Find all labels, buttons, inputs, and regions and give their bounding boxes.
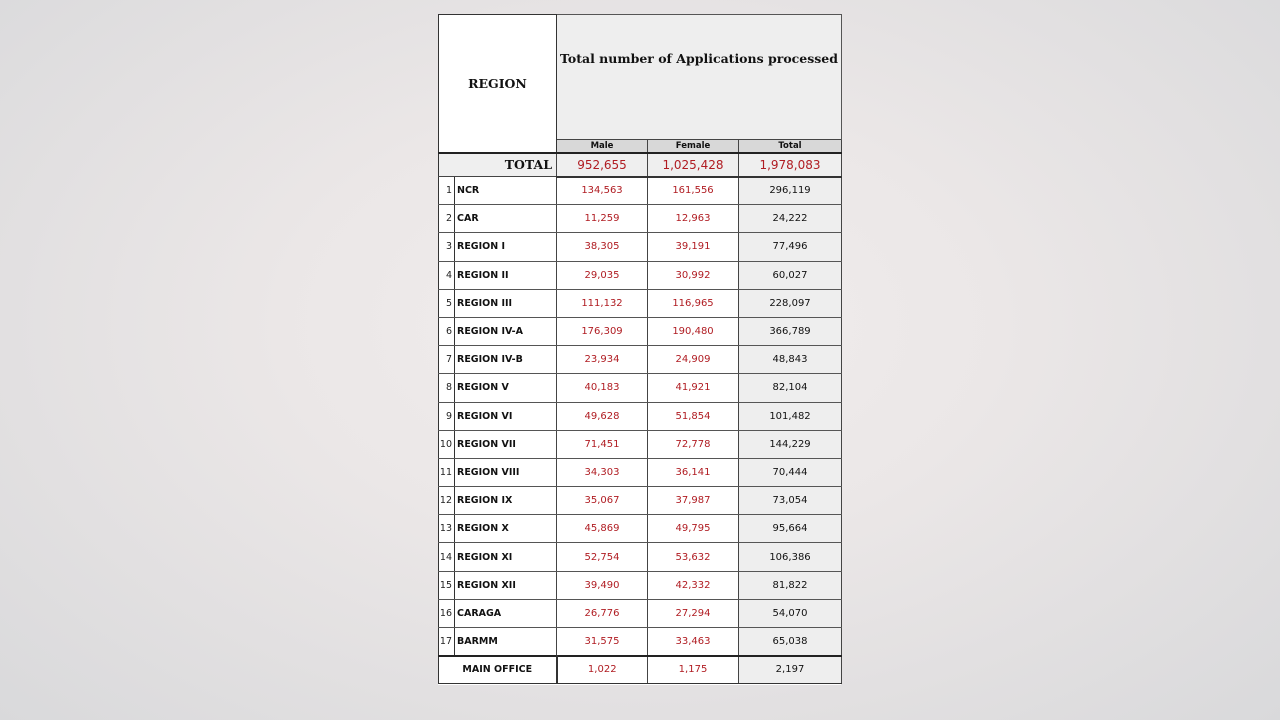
total-count: 95,664: [739, 515, 842, 543]
row-number: 15: [439, 571, 455, 599]
female-count: 30,992: [648, 261, 739, 289]
female-count: 37,987: [648, 487, 739, 515]
female-count: 42,332: [648, 571, 739, 599]
female-count: 72,778: [648, 430, 739, 458]
region-name: REGION VI: [455, 402, 557, 430]
male-count: 39,490: [557, 571, 648, 599]
region-name: REGION III: [455, 289, 557, 317]
row-number: 17: [439, 628, 455, 656]
female-count: 39,191: [648, 233, 739, 261]
region-name: REGION XI: [455, 543, 557, 571]
main-office-label: MAIN OFFICE: [439, 656, 557, 684]
applications-table-sheet: [438, 14, 841, 685]
region-name: CAR: [455, 205, 557, 233]
region-name: REGION VII: [455, 430, 557, 458]
main-office-female: 1,175: [648, 656, 739, 684]
column-header-female: Female: [648, 140, 739, 153]
male-count: 11,259: [557, 205, 648, 233]
total-count: 73,054: [739, 487, 842, 515]
region-name: REGION II: [455, 261, 557, 289]
region-name: BARMM: [455, 628, 557, 656]
row-number: 6: [439, 317, 455, 345]
female-count: 51,854: [648, 402, 739, 430]
male-count: 111,132: [557, 289, 648, 317]
table-title: Total number of Applications processed: [557, 15, 842, 140]
female-count: 116,965: [648, 289, 739, 317]
row-number: 1: [439, 177, 455, 205]
table-row: [439, 233, 842, 261]
total-count: 70,444: [739, 458, 842, 486]
total-count: 81,822: [739, 571, 842, 599]
male-count: 31,575: [557, 628, 648, 656]
male-count: 29,035: [557, 261, 648, 289]
total-count: 77,496: [739, 233, 842, 261]
row-number: 11: [439, 458, 455, 486]
table-row: [439, 402, 842, 430]
male-count: 26,776: [557, 599, 648, 627]
female-count: 24,909: [648, 346, 739, 374]
table-row: [439, 571, 842, 599]
table-row: [439, 317, 842, 345]
total-count: 228,097: [739, 289, 842, 317]
total-total: 1,978,083: [739, 153, 842, 177]
row-number: 13: [439, 515, 455, 543]
row-number: 16: [439, 599, 455, 627]
male-count: 52,754: [557, 543, 648, 571]
total-label: TOTAL: [439, 153, 557, 177]
row-number: 14: [439, 543, 455, 571]
total-female: 1,025,428: [648, 153, 739, 177]
male-count: 71,451: [557, 430, 648, 458]
total-male: 952,655: [557, 153, 648, 177]
total-count: 366,789: [739, 317, 842, 345]
row-number: 5: [439, 289, 455, 317]
male-count: 40,183: [557, 374, 648, 402]
female-count: 161,556: [648, 177, 739, 205]
female-count: 41,921: [648, 374, 739, 402]
female-count: 33,463: [648, 628, 739, 656]
total-count: 296,119: [739, 177, 842, 205]
table-row: [439, 515, 842, 543]
applications-table: [438, 14, 842, 684]
female-count: 49,795: [648, 515, 739, 543]
row-number: 4: [439, 261, 455, 289]
region-name: CARAGA: [455, 599, 557, 627]
female-count: 36,141: [648, 458, 739, 486]
region-name: REGION XII: [455, 571, 557, 599]
table-row: [439, 487, 842, 515]
total-count: 144,229: [739, 430, 842, 458]
region-name: REGION IX: [455, 487, 557, 515]
column-header-male: Male: [557, 140, 648, 153]
region-header: REGION: [439, 15, 557, 153]
female-count: 12,963: [648, 205, 739, 233]
main-office-total: 2,197: [739, 656, 842, 684]
table-row: [439, 346, 842, 374]
total-count: 65,038: [739, 628, 842, 656]
row-number: 7: [439, 346, 455, 374]
table-row: [439, 458, 842, 486]
region-name: REGION V: [455, 374, 557, 402]
male-count: 38,305: [557, 233, 648, 261]
total-count: 48,843: [739, 346, 842, 374]
female-count: 190,480: [648, 317, 739, 345]
table-row: [439, 177, 842, 205]
table-row: [439, 374, 842, 402]
female-count: 27,294: [648, 599, 739, 627]
table-row: [439, 430, 842, 458]
total-count: 101,482: [739, 402, 842, 430]
total-count: 60,027: [739, 261, 842, 289]
region-name: REGION X: [455, 515, 557, 543]
row-number: 8: [439, 374, 455, 402]
male-count: 23,934: [557, 346, 648, 374]
region-name: NCR: [455, 177, 557, 205]
row-number: 3: [439, 233, 455, 261]
male-count: 134,563: [557, 177, 648, 205]
main-office-row: [439, 656, 842, 684]
male-count: 49,628: [557, 402, 648, 430]
row-number: 2: [439, 205, 455, 233]
region-name: REGION IV-B: [455, 346, 557, 374]
table-row: [439, 628, 842, 656]
region-name: REGION IV-A: [455, 317, 557, 345]
male-count: 176,309: [557, 317, 648, 345]
table-row: [439, 205, 842, 233]
female-count: 53,632: [648, 543, 739, 571]
total-row: [439, 153, 842, 177]
total-count: 24,222: [739, 205, 842, 233]
table-row: [439, 261, 842, 289]
row-number: 10: [439, 430, 455, 458]
row-number: 9: [439, 402, 455, 430]
column-header-total: Total: [739, 140, 842, 153]
region-name: REGION VIII: [455, 458, 557, 486]
table-row: [439, 543, 842, 571]
row-number: 12: [439, 487, 455, 515]
male-count: 35,067: [557, 487, 648, 515]
region-name: REGION I: [455, 233, 557, 261]
male-count: 45,869: [557, 515, 648, 543]
total-count: 82,104: [739, 374, 842, 402]
table-row: [439, 599, 842, 627]
main-office-male: 1,022: [557, 656, 648, 684]
total-count: 54,070: [739, 599, 842, 627]
table-row: [439, 289, 842, 317]
total-count: 106,386: [739, 543, 842, 571]
male-count: 34,303: [557, 458, 648, 486]
